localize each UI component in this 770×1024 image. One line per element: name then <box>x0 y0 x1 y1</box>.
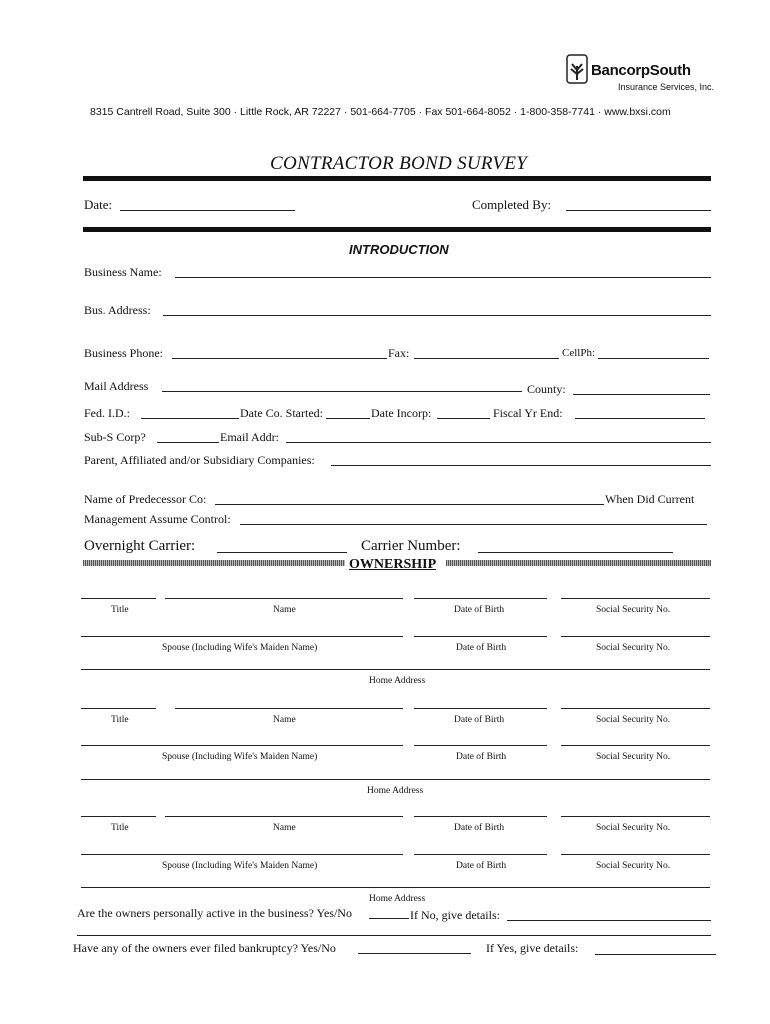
owner1-spouse-field[interactable] <box>81 636 403 637</box>
owner2-dob-field[interactable] <box>414 708 547 709</box>
ownership-hatch-right <box>446 560 711 566</box>
when-did-current-label: When Did Current <box>605 492 695 506</box>
ownership-heading: OWNERSHIP <box>349 557 437 572</box>
bankruptcy-question: Have any of the owners ever filed bankruptcy? Yes/No <box>73 941 336 955</box>
cellph-label: CellPh: <box>562 347 596 359</box>
email-addr-field[interactable] <box>286 442 711 443</box>
overnight-carrier-label: Overnight Carrier: <box>84 538 196 554</box>
owner2-title-field[interactable] <box>81 708 156 709</box>
fiscal-yr-end-label: Fiscal Yr End: <box>493 406 563 420</box>
owner3-home-address-field[interactable] <box>81 887 710 888</box>
owner1-ssn-label: Social Security No. <box>596 605 671 615</box>
owner2-home-address-label: Home Address <box>367 786 424 796</box>
email-addr-label: Email Addr: <box>220 430 279 444</box>
date-incorp-label: Date Incorp: <box>371 406 432 420</box>
parent-companies-field[interactable] <box>331 465 711 466</box>
active-question: Are the owners personally active in the business? Yes/No <box>77 906 352 920</box>
owner2-spouse-ssn-label: Social Security No. <box>596 752 671 762</box>
carrier-number-label: Carrier Number: <box>361 538 461 554</box>
business-name-field[interactable] <box>175 277 711 278</box>
owner1-dob-label: Date of Birth <box>454 605 505 615</box>
active-details-label: If No, give details: <box>410 908 500 922</box>
bus-address-field[interactable] <box>163 315 711 316</box>
owner2-spouse-dob-field[interactable] <box>414 745 547 746</box>
county-label: County: <box>527 382 566 396</box>
owner1-name-field[interactable] <box>165 598 403 599</box>
predecessor-label: Name of Predecessor Co: <box>84 492 207 506</box>
active-answer-field[interactable] <box>369 918 409 919</box>
owner3-dob-label: Date of Birth <box>454 823 505 833</box>
owner3-name-label: Name <box>273 823 296 833</box>
fed-id-field[interactable] <box>141 418 239 419</box>
owner1-spouse-ssn-label: Social Security No. <box>596 643 671 653</box>
owner2-dob-label: Date of Birth <box>454 715 505 725</box>
tree-logo-icon <box>566 54 588 84</box>
sub-s-corp-label: Sub-S Corp? <box>84 430 146 444</box>
overnight-carrier-field[interactable] <box>217 552 347 553</box>
owner1-title-field[interactable] <box>81 598 156 599</box>
owner1-dob-field[interactable] <box>414 598 547 599</box>
title-rule <box>83 176 711 181</box>
fax-field[interactable] <box>414 358 559 359</box>
owner1-name-label: Name <box>273 605 296 615</box>
bus-address-label: Bus. Address: <box>84 303 151 317</box>
carrier-number-field[interactable] <box>478 552 673 553</box>
date-incorp-field[interactable] <box>437 418 490 419</box>
owner3-name-field[interactable] <box>165 816 403 817</box>
owner2-spouse-field[interactable] <box>81 745 403 746</box>
introduction-heading: INTRODUCTION <box>349 242 449 257</box>
owner3-spouse-dob-label: Date of Birth <box>456 861 507 871</box>
brand-name: BancorpSouth <box>591 62 691 79</box>
fiscal-yr-end-field[interactable] <box>575 418 705 419</box>
owner2-ssn-label: Social Security No. <box>596 715 671 725</box>
predecessor-field[interactable] <box>215 504 604 505</box>
page-title: CONTRACTOR BOND SURVEY <box>270 153 528 174</box>
owner2-title-label: Title <box>111 715 129 725</box>
owner1-spouse-dob-field[interactable] <box>414 636 547 637</box>
owner3-title-field[interactable] <box>81 816 156 817</box>
business-phone-label: Business Phone: <box>84 346 164 360</box>
owner3-spouse-dob-field[interactable] <box>414 854 547 855</box>
owner2-name-field[interactable] <box>175 708 403 709</box>
date-co-started-field[interactable] <box>326 418 370 419</box>
owner1-home-address-field[interactable] <box>81 669 710 670</box>
owner3-title-label: Title <box>111 823 129 833</box>
owner1-title-label: Title <box>111 605 129 615</box>
parent-companies-label: Parent, Affiliated and/or Subsidiary Companies: <box>84 453 315 467</box>
owner3-dob-field[interactable] <box>414 816 547 817</box>
business-name-label: Business Name: <box>84 265 162 279</box>
mail-address-label: Mail Address <box>84 379 149 393</box>
completed-by-label: Completed By: <box>472 197 552 212</box>
owner3-home-address-label: Home Address <box>369 894 426 904</box>
cellph-field[interactable] <box>598 358 709 359</box>
address-line: 8315 Cantrell Road, Suite 300 · Little Rock, AR 72227 · 501-664-7705 · Fax 501-664-8052 · 1-800-358-7741 · www.bxsi.com <box>90 106 671 118</box>
bankruptcy-details-field[interactable] <box>595 954 716 955</box>
header-rule <box>83 227 711 232</box>
owner2-name-label: Name <box>273 715 296 725</box>
owner1-spouse-ssn-field[interactable] <box>561 636 710 637</box>
owner1-spouse-label: Spouse (Including Wife's Maiden Name) <box>162 643 318 653</box>
owner3-ssn-field[interactable] <box>561 816 710 817</box>
owner2-spouse-ssn-field[interactable] <box>561 745 710 746</box>
date-field[interactable] <box>120 210 295 211</box>
mgmt-assume-field[interactable] <box>240 524 707 525</box>
logo <box>566 52 716 97</box>
owner2-spouse-dob-label: Date of Birth <box>456 752 507 762</box>
county-field[interactable] <box>573 394 710 395</box>
active-details-field[interactable] <box>507 920 711 921</box>
owner1-home-address-label: Home Address <box>369 676 426 686</box>
ownership-hatch-left <box>83 560 345 566</box>
active-details-field-2[interactable] <box>77 935 711 936</box>
owner3-spouse-ssn-field[interactable] <box>561 854 710 855</box>
date-co-started-label: Date Co. Started: <box>240 406 323 420</box>
owner3-spouse-field[interactable] <box>81 854 403 855</box>
date-label: Date: <box>84 197 113 212</box>
owner2-home-address-field[interactable] <box>81 779 710 780</box>
owner2-spouse-label: Spouse (Including Wife's Maiden Name) <box>162 752 318 762</box>
brand-subtitle: Insurance Services, Inc. <box>618 82 715 92</box>
owner3-ssn-label: Social Security No. <box>596 823 671 833</box>
mgmt-assume-label: Management Assume Control: <box>84 512 231 526</box>
owner3-spouse-label: Spouse (Including Wife's Maiden Name) <box>162 861 318 871</box>
fed-id-label: Fed. I.D.: <box>84 406 130 420</box>
bankruptcy-details-label: If Yes, give details: <box>486 941 579 955</box>
owner2-ssn-field[interactable] <box>561 708 710 709</box>
owner1-ssn-field[interactable] <box>561 598 710 599</box>
sub-s-corp-field[interactable] <box>157 442 219 443</box>
owner1-spouse-dob-label: Date of Birth <box>456 643 507 653</box>
mail-address-field[interactable] <box>162 391 522 392</box>
bankruptcy-answer-field[interactable] <box>358 953 471 954</box>
fax-label: Fax: <box>388 346 410 360</box>
business-phone-field[interactable] <box>172 358 387 359</box>
completed-by-field[interactable] <box>566 210 711 211</box>
owner3-spouse-ssn-label: Social Security No. <box>596 861 671 871</box>
